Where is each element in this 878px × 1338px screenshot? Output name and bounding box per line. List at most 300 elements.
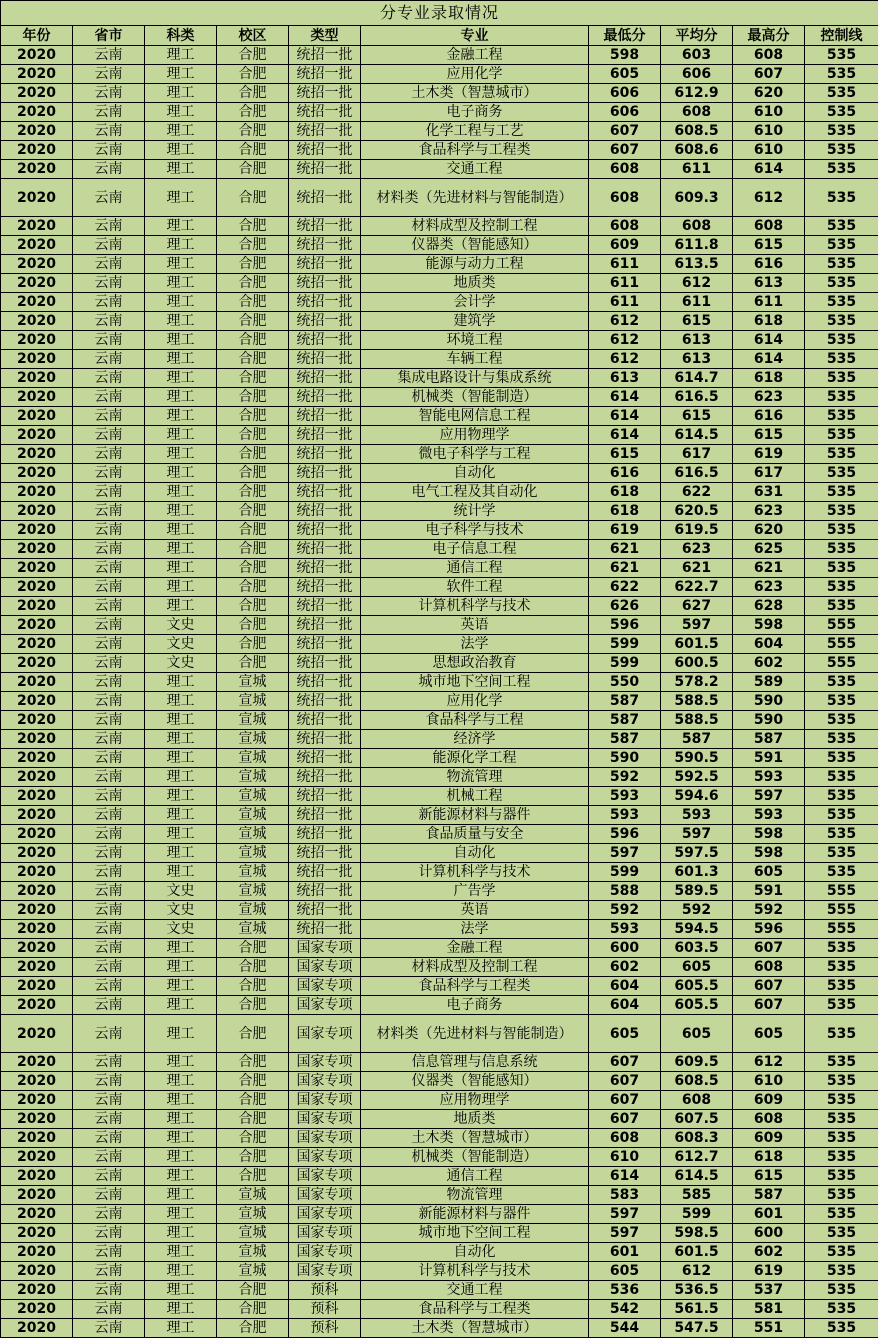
table-row bbox=[1, 597, 878, 616]
province-cell: 云南 bbox=[73, 1281, 145, 1300]
year-cell: 2020 bbox=[1, 920, 73, 939]
max-score-cell: 609 bbox=[733, 1129, 805, 1148]
major-cell: 材料类（先进材料与智能制造） bbox=[361, 1015, 589, 1053]
max-score-cell: 587 bbox=[733, 1186, 805, 1205]
avg-score-cell: 614.5 bbox=[661, 426, 733, 445]
type-cell: 统招一批 bbox=[289, 255, 361, 274]
min-score-cell: 605 bbox=[589, 1015, 661, 1053]
major-cell: 应用化学 bbox=[361, 692, 589, 711]
type-cell: 统招一批 bbox=[289, 711, 361, 730]
control-line-cell: 535 bbox=[805, 1186, 878, 1205]
type-cell: 统招一批 bbox=[289, 426, 361, 445]
category-cell: 理工 bbox=[145, 806, 217, 825]
table-row bbox=[1, 388, 878, 407]
category-cell: 理工 bbox=[145, 1167, 217, 1186]
type-cell: 统招一批 bbox=[289, 635, 361, 654]
province-cell: 云南 bbox=[73, 1224, 145, 1243]
type-cell: 国家专项 bbox=[289, 1262, 361, 1281]
avg-score-cell: 614.7 bbox=[661, 369, 733, 388]
campus-cell: 宣城 bbox=[217, 768, 289, 787]
year-cell: 2020 bbox=[1, 141, 73, 160]
type-cell: 统招一批 bbox=[289, 521, 361, 540]
avg-score-cell: 597 bbox=[661, 825, 733, 844]
column-header-year: 年份 bbox=[1, 26, 73, 46]
province-cell: 云南 bbox=[73, 65, 145, 84]
type-cell: 统招一批 bbox=[289, 122, 361, 141]
category-cell: 理工 bbox=[145, 1262, 217, 1281]
avg-score-cell: 597.5 bbox=[661, 844, 733, 863]
avg-score-cell: 597 bbox=[661, 616, 733, 635]
category-cell: 理工 bbox=[145, 426, 217, 445]
type-cell: 统招一批 bbox=[289, 806, 361, 825]
min-score-cell: 612 bbox=[589, 312, 661, 331]
table-title: 分专业录取情况 bbox=[0, 0, 878, 25]
avg-score-cell: 605 bbox=[661, 958, 733, 977]
control-line-cell: 535 bbox=[805, 578, 878, 597]
table-row bbox=[1, 1129, 878, 1148]
column-header-campus: 校区 bbox=[217, 26, 289, 46]
year-cell: 2020 bbox=[1, 1205, 73, 1224]
table-row bbox=[1, 1148, 878, 1167]
year-cell: 2020 bbox=[1, 217, 73, 236]
min-score-cell: 605 bbox=[589, 65, 661, 84]
type-cell: 统招一批 bbox=[289, 103, 361, 122]
year-cell: 2020 bbox=[1, 692, 73, 711]
type-cell: 预科 bbox=[289, 1319, 361, 1338]
max-score-cell: 615 bbox=[733, 1167, 805, 1186]
max-score-cell: 623 bbox=[733, 578, 805, 597]
column-header-control-line: 控制线 bbox=[805, 26, 878, 46]
control-line-cell: 535 bbox=[805, 350, 878, 369]
major-cell: 土木类（智慧城市） bbox=[361, 1129, 589, 1148]
major-cell: 新能源材料与器件 bbox=[361, 806, 589, 825]
table-row bbox=[1, 730, 878, 749]
max-score-cell: 610 bbox=[733, 103, 805, 122]
table-row bbox=[1, 122, 878, 141]
year-cell: 2020 bbox=[1, 103, 73, 122]
min-score-cell: 587 bbox=[589, 730, 661, 749]
type-cell: 统招一批 bbox=[289, 502, 361, 521]
campus-cell: 合肥 bbox=[217, 996, 289, 1015]
category-cell: 文史 bbox=[145, 616, 217, 635]
column-header-category: 科类 bbox=[145, 26, 217, 46]
avg-score-cell: 614.5 bbox=[661, 1167, 733, 1186]
campus-cell: 合肥 bbox=[217, 540, 289, 559]
min-score-cell: 614 bbox=[589, 388, 661, 407]
control-line-cell: 535 bbox=[805, 312, 878, 331]
max-score-cell: 607 bbox=[733, 977, 805, 996]
control-line-cell: 555 bbox=[805, 654, 878, 673]
campus-cell: 合肥 bbox=[217, 502, 289, 521]
avg-score-cell: 594.5 bbox=[661, 920, 733, 939]
min-score-cell: 600 bbox=[589, 939, 661, 958]
avg-score-cell: 599 bbox=[661, 1205, 733, 1224]
control-line-cell: 535 bbox=[805, 749, 878, 768]
year-cell: 2020 bbox=[1, 1091, 73, 1110]
province-cell: 云南 bbox=[73, 1262, 145, 1281]
campus-cell: 合肥 bbox=[217, 464, 289, 483]
major-cell: 物流管理 bbox=[361, 768, 589, 787]
avg-score-cell: 613 bbox=[661, 350, 733, 369]
major-cell: 应用化学 bbox=[361, 65, 589, 84]
table-row bbox=[1, 958, 878, 977]
year-cell: 2020 bbox=[1, 806, 73, 825]
avg-score-cell: 603.5 bbox=[661, 939, 733, 958]
major-cell: 食品科学与工程类 bbox=[361, 141, 589, 160]
avg-score-cell: 611.8 bbox=[661, 236, 733, 255]
major-cell: 计算机科学与技术 bbox=[361, 863, 589, 882]
major-cell: 电子商务 bbox=[361, 996, 589, 1015]
province-cell: 云南 bbox=[73, 635, 145, 654]
type-cell: 国家专项 bbox=[289, 958, 361, 977]
avg-score-cell: 622.7 bbox=[661, 578, 733, 597]
type-cell: 统招一批 bbox=[289, 578, 361, 597]
max-score-cell: 597 bbox=[733, 787, 805, 806]
min-score-cell: 621 bbox=[589, 559, 661, 578]
year-cell: 2020 bbox=[1, 863, 73, 882]
avg-score-cell: 617 bbox=[661, 445, 733, 464]
year-cell: 2020 bbox=[1, 616, 73, 635]
category-cell: 理工 bbox=[145, 559, 217, 578]
category-cell: 理工 bbox=[145, 84, 217, 103]
year-cell: 2020 bbox=[1, 1243, 73, 1262]
min-score-cell: 608 bbox=[589, 179, 661, 217]
province-cell: 云南 bbox=[73, 1129, 145, 1148]
table-row bbox=[1, 179, 878, 217]
major-cell: 仪器类（智能感知） bbox=[361, 236, 589, 255]
type-cell: 统招一批 bbox=[289, 616, 361, 635]
campus-cell: 宣城 bbox=[217, 806, 289, 825]
year-cell: 2020 bbox=[1, 673, 73, 692]
category-cell: 文史 bbox=[145, 654, 217, 673]
type-cell: 统招一批 bbox=[289, 787, 361, 806]
avg-score-cell: 608.3 bbox=[661, 1129, 733, 1148]
major-cell: 微电子科学与工程 bbox=[361, 445, 589, 464]
major-cell: 交通工程 bbox=[361, 160, 589, 179]
control-line-cell: 555 bbox=[805, 920, 878, 939]
year-cell: 2020 bbox=[1, 1224, 73, 1243]
max-score-cell: 614 bbox=[733, 350, 805, 369]
max-score-cell: 587 bbox=[733, 730, 805, 749]
table-row bbox=[1, 673, 878, 692]
control-line-cell: 535 bbox=[805, 236, 878, 255]
category-cell: 理工 bbox=[145, 483, 217, 502]
year-cell: 2020 bbox=[1, 1072, 73, 1091]
column-header-avg-score: 平均分 bbox=[661, 26, 733, 46]
avg-score-cell: 615 bbox=[661, 312, 733, 331]
type-cell: 统招一批 bbox=[289, 920, 361, 939]
min-score-cell: 607 bbox=[589, 141, 661, 160]
min-score-cell: 615 bbox=[589, 445, 661, 464]
type-cell: 统招一批 bbox=[289, 236, 361, 255]
year-cell: 2020 bbox=[1, 882, 73, 901]
control-line-cell: 535 bbox=[805, 1167, 878, 1186]
category-cell: 理工 bbox=[145, 1243, 217, 1262]
province-cell: 云南 bbox=[73, 255, 145, 274]
max-score-cell: 618 bbox=[733, 369, 805, 388]
column-header-max-score: 最高分 bbox=[733, 26, 805, 46]
year-cell: 2020 bbox=[1, 1281, 73, 1300]
control-line-cell: 535 bbox=[805, 1262, 878, 1281]
max-score-cell: 551 bbox=[733, 1319, 805, 1338]
campus-cell: 合肥 bbox=[217, 1300, 289, 1319]
campus-cell: 合肥 bbox=[217, 1167, 289, 1186]
campus-cell: 合肥 bbox=[217, 483, 289, 502]
province-cell: 云南 bbox=[73, 331, 145, 350]
table-row bbox=[1, 331, 878, 350]
control-line-cell: 535 bbox=[805, 939, 878, 958]
min-score-cell: 599 bbox=[589, 863, 661, 882]
category-cell: 理工 bbox=[145, 1129, 217, 1148]
province-cell: 云南 bbox=[73, 1053, 145, 1072]
max-score-cell: 607 bbox=[733, 65, 805, 84]
table-row bbox=[1, 255, 878, 274]
campus-cell: 宣城 bbox=[217, 863, 289, 882]
year-cell: 2020 bbox=[1, 122, 73, 141]
major-cell: 集成电路设计与集成系统 bbox=[361, 369, 589, 388]
campus-cell: 合肥 bbox=[217, 84, 289, 103]
table-row bbox=[1, 1281, 878, 1300]
max-score-cell: 617 bbox=[733, 464, 805, 483]
year-cell: 2020 bbox=[1, 502, 73, 521]
max-score-cell: 592 bbox=[733, 901, 805, 920]
max-score-cell: 623 bbox=[733, 388, 805, 407]
category-cell: 理工 bbox=[145, 863, 217, 882]
avg-score-cell: 589.5 bbox=[661, 882, 733, 901]
type-cell: 国家专项 bbox=[289, 1186, 361, 1205]
max-score-cell: 590 bbox=[733, 711, 805, 730]
table-row bbox=[1, 939, 878, 958]
year-cell: 2020 bbox=[1, 293, 73, 312]
year-cell: 2020 bbox=[1, 426, 73, 445]
type-cell: 统招一批 bbox=[289, 901, 361, 920]
table-row bbox=[1, 1224, 878, 1243]
avg-score-cell: 588.5 bbox=[661, 692, 733, 711]
province-cell: 云南 bbox=[73, 958, 145, 977]
avg-score-cell: 613 bbox=[661, 331, 733, 350]
category-cell: 理工 bbox=[145, 1319, 217, 1338]
avg-score-cell: 612 bbox=[661, 1262, 733, 1281]
campus-cell: 宣城 bbox=[217, 787, 289, 806]
category-cell: 理工 bbox=[145, 1300, 217, 1319]
control-line-cell: 535 bbox=[805, 711, 878, 730]
min-score-cell: 593 bbox=[589, 920, 661, 939]
province-cell: 云南 bbox=[73, 46, 145, 65]
avg-score-cell: 547.5 bbox=[661, 1319, 733, 1338]
year-cell: 2020 bbox=[1, 1148, 73, 1167]
table-row bbox=[1, 711, 878, 730]
avg-score-cell: 561.5 bbox=[661, 1300, 733, 1319]
year-cell: 2020 bbox=[1, 1262, 73, 1281]
max-score-cell: 593 bbox=[733, 768, 805, 787]
campus-cell: 宣城 bbox=[217, 901, 289, 920]
min-score-cell: 610 bbox=[589, 1148, 661, 1167]
min-score-cell: 592 bbox=[589, 768, 661, 787]
category-cell: 理工 bbox=[145, 977, 217, 996]
year-cell: 2020 bbox=[1, 464, 73, 483]
table-row bbox=[1, 236, 878, 255]
category-cell: 理工 bbox=[145, 179, 217, 217]
control-line-cell: 535 bbox=[805, 445, 878, 464]
province-cell: 云南 bbox=[73, 1319, 145, 1338]
table-row bbox=[1, 84, 878, 103]
table-row bbox=[1, 901, 878, 920]
year-cell: 2020 bbox=[1, 901, 73, 920]
campus-cell: 合肥 bbox=[217, 46, 289, 65]
type-cell: 预科 bbox=[289, 1281, 361, 1300]
province-cell: 云南 bbox=[73, 388, 145, 407]
max-score-cell: 628 bbox=[733, 597, 805, 616]
table-row bbox=[1, 103, 878, 122]
major-cell: 土木类（智慧城市） bbox=[361, 1319, 589, 1338]
category-cell: 理工 bbox=[145, 673, 217, 692]
campus-cell: 合肥 bbox=[217, 103, 289, 122]
category-cell: 理工 bbox=[145, 502, 217, 521]
min-score-cell: 622 bbox=[589, 578, 661, 597]
min-score-cell: 544 bbox=[589, 1319, 661, 1338]
max-score-cell: 605 bbox=[733, 1015, 805, 1053]
max-score-cell: 608 bbox=[733, 958, 805, 977]
control-line-cell: 535 bbox=[805, 768, 878, 787]
category-cell: 理工 bbox=[145, 1224, 217, 1243]
control-line-cell: 535 bbox=[805, 331, 878, 350]
type-cell: 国家专项 bbox=[289, 1091, 361, 1110]
control-line-cell: 535 bbox=[805, 1015, 878, 1053]
major-cell: 城市地下空间工程 bbox=[361, 1224, 589, 1243]
avg-score-cell: 578.2 bbox=[661, 673, 733, 692]
campus-cell: 宣城 bbox=[217, 1224, 289, 1243]
table-row bbox=[1, 540, 878, 559]
max-score-cell: 596 bbox=[733, 920, 805, 939]
campus-cell: 合肥 bbox=[217, 635, 289, 654]
column-header-province: 省市 bbox=[73, 26, 145, 46]
year-cell: 2020 bbox=[1, 635, 73, 654]
type-cell: 国家专项 bbox=[289, 1015, 361, 1053]
campus-cell: 合肥 bbox=[217, 1129, 289, 1148]
type-cell: 国家专项 bbox=[289, 1129, 361, 1148]
year-cell: 2020 bbox=[1, 578, 73, 597]
major-cell: 思想政治教育 bbox=[361, 654, 589, 673]
control-line-cell: 535 bbox=[805, 958, 878, 977]
year-cell: 2020 bbox=[1, 768, 73, 787]
table-row bbox=[1, 1186, 878, 1205]
control-line-cell: 535 bbox=[805, 388, 878, 407]
major-cell: 土木类（智慧城市） bbox=[361, 84, 589, 103]
category-cell: 理工 bbox=[145, 65, 217, 84]
table-row bbox=[1, 369, 878, 388]
avg-score-cell: 609.5 bbox=[661, 1053, 733, 1072]
year-cell: 2020 bbox=[1, 483, 73, 502]
max-score-cell: 618 bbox=[733, 1148, 805, 1167]
major-cell: 金融工程 bbox=[361, 939, 589, 958]
control-line-cell: 535 bbox=[805, 217, 878, 236]
avg-score-cell: 627 bbox=[661, 597, 733, 616]
major-cell: 通信工程 bbox=[361, 559, 589, 578]
category-cell: 理工 bbox=[145, 236, 217, 255]
year-cell: 2020 bbox=[1, 1300, 73, 1319]
control-line-cell: 535 bbox=[805, 274, 878, 293]
control-line-cell: 535 bbox=[805, 1224, 878, 1243]
max-score-cell: 612 bbox=[733, 1053, 805, 1072]
min-score-cell: 612 bbox=[589, 331, 661, 350]
major-cell: 广告学 bbox=[361, 882, 589, 901]
year-cell: 2020 bbox=[1, 711, 73, 730]
table-row bbox=[1, 445, 878, 464]
type-cell: 国家专项 bbox=[289, 1148, 361, 1167]
year-cell: 2020 bbox=[1, 1110, 73, 1129]
campus-cell: 宣城 bbox=[217, 1262, 289, 1281]
major-cell: 自动化 bbox=[361, 844, 589, 863]
header-row bbox=[1, 26, 878, 46]
province-cell: 云南 bbox=[73, 1110, 145, 1129]
campus-cell: 宣城 bbox=[217, 711, 289, 730]
category-cell: 理工 bbox=[145, 1015, 217, 1053]
avg-score-cell: 588.5 bbox=[661, 711, 733, 730]
province-cell: 云南 bbox=[73, 768, 145, 787]
control-line-cell: 535 bbox=[805, 844, 878, 863]
min-score-cell: 608 bbox=[589, 217, 661, 236]
max-score-cell: 615 bbox=[733, 426, 805, 445]
control-line-cell: 535 bbox=[805, 996, 878, 1015]
min-score-cell: 607 bbox=[589, 1091, 661, 1110]
control-line-cell: 535 bbox=[805, 977, 878, 996]
control-line-cell: 535 bbox=[805, 692, 878, 711]
type-cell: 统招一批 bbox=[289, 863, 361, 882]
max-score-cell: 613 bbox=[733, 274, 805, 293]
max-score-cell: 607 bbox=[733, 996, 805, 1015]
table-row bbox=[1, 977, 878, 996]
province-cell: 云南 bbox=[73, 730, 145, 749]
province-cell: 云南 bbox=[73, 540, 145, 559]
control-line-cell: 535 bbox=[805, 502, 878, 521]
campus-cell: 合肥 bbox=[217, 597, 289, 616]
table-row bbox=[1, 46, 878, 65]
max-score-cell: 605 bbox=[733, 863, 805, 882]
major-cell: 环境工程 bbox=[361, 331, 589, 350]
min-score-cell: 587 bbox=[589, 711, 661, 730]
max-score-cell: 593 bbox=[733, 806, 805, 825]
avg-score-cell: 587 bbox=[661, 730, 733, 749]
category-cell: 理工 bbox=[145, 749, 217, 768]
province-cell: 云南 bbox=[73, 483, 145, 502]
province-cell: 云南 bbox=[73, 920, 145, 939]
major-cell: 电子商务 bbox=[361, 103, 589, 122]
max-score-cell: 602 bbox=[733, 1243, 805, 1262]
control-line-cell: 535 bbox=[805, 1319, 878, 1338]
campus-cell: 合肥 bbox=[217, 559, 289, 578]
column-header-major: 专业 bbox=[361, 26, 589, 46]
province-cell: 云南 bbox=[73, 939, 145, 958]
campus-cell: 合肥 bbox=[217, 255, 289, 274]
min-score-cell: 611 bbox=[589, 274, 661, 293]
campus-cell: 合肥 bbox=[217, 65, 289, 84]
table-row bbox=[1, 141, 878, 160]
min-score-cell: 597 bbox=[589, 1224, 661, 1243]
year-cell: 2020 bbox=[1, 939, 73, 958]
max-score-cell: 590 bbox=[733, 692, 805, 711]
province-cell: 云南 bbox=[73, 217, 145, 236]
year-cell: 2020 bbox=[1, 996, 73, 1015]
avg-score-cell: 603 bbox=[661, 46, 733, 65]
major-cell: 计算机科学与技术 bbox=[361, 597, 589, 616]
province-cell: 云南 bbox=[73, 1243, 145, 1262]
min-score-cell: 550 bbox=[589, 673, 661, 692]
province-cell: 云南 bbox=[73, 996, 145, 1015]
campus-cell: 合肥 bbox=[217, 407, 289, 426]
category-cell: 理工 bbox=[145, 958, 217, 977]
table-row bbox=[1, 1110, 878, 1129]
province-cell: 云南 bbox=[73, 274, 145, 293]
